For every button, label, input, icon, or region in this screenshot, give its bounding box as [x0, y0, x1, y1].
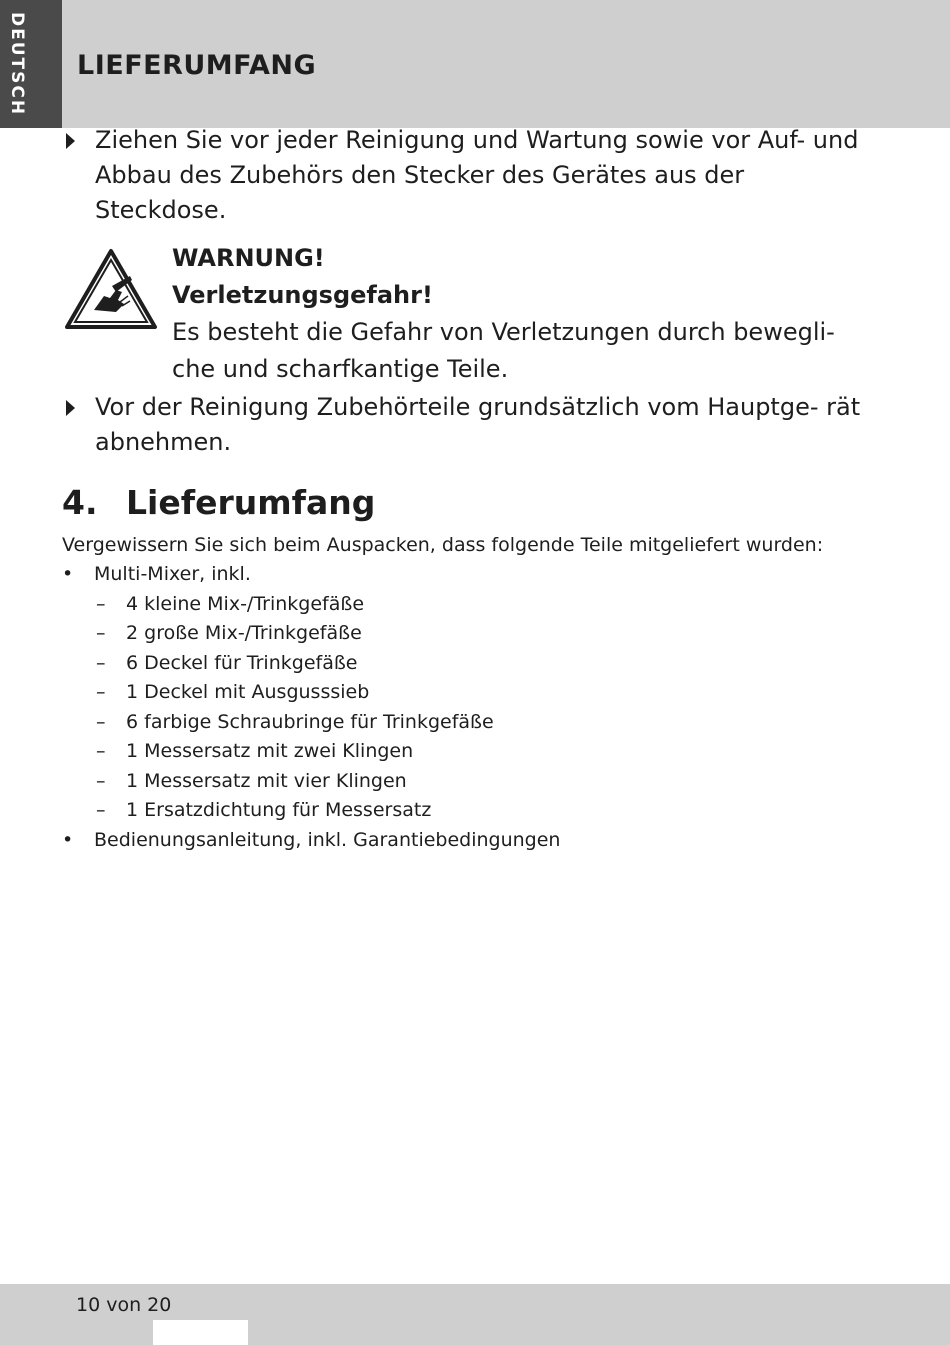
warning-heading: WARNUNG! — [172, 244, 325, 272]
list-item: • Bedienungsanleitung, inkl. Garantiebedingungen — [62, 828, 561, 851]
section-number: 4. — [62, 483, 98, 522]
instruction-bullet — [62, 390, 862, 460]
contents-list — [62, 560, 882, 855]
language-tab-label: DEUTSCH — [7, 12, 27, 117]
list-item: – 1 Messersatz mit vier Klingen — [96, 769, 407, 792]
page-footer — [0, 1284, 950, 1345]
language-tab — [0, 0, 62, 128]
list-item: • Multi-Mixer, inkl. — [62, 563, 251, 585]
list-item: – 6 Deckel für Trinkgefäße — [96, 651, 358, 674]
arrow-bullet-icon — [66, 400, 75, 416]
page-number: 10 von 20 — [76, 1294, 172, 1316]
cut-hazard-warning-icon — [64, 248, 158, 330]
section-intro: Vergewissern Sie sich beim Auspacken, dass folgende Teile mitgeliefert wurden: — [62, 534, 824, 556]
instruction-text: Vor der Reinigung Zubehörteile grundsätzlich vom Hauptge- rät abnehmen. — [95, 393, 861, 456]
instruction-text: Ziehen Sie vor jeder Reinigung und Wartung sowie vor Auf- und Abbau des Zubehörs den Stecker des Gerätes aus der Steckdose. — [95, 126, 859, 224]
list-item: – 1 Messersatz mit zwei Klingen — [96, 740, 414, 762]
list-item: – 1 Deckel mit Ausgusssieb — [96, 681, 370, 703]
section-heading — [62, 483, 375, 522]
footer-marker-bar — [153, 1320, 248, 1345]
section-title: Lieferumfang — [126, 483, 376, 522]
list-item: – 4 kleine Mix-/Trinkgefäße — [96, 592, 365, 615]
warning-block — [172, 240, 862, 388]
list-item: – 6 farbige Schraubringe für Trinkgefäße — [96, 710, 494, 733]
warning-subheading: Verletzungsgefahr! — [172, 281, 433, 309]
list-item: – 1 Ersatzdichtung für Messersatz — [96, 799, 432, 821]
instruction-bullet — [62, 123, 862, 228]
page-title: LIEFERUMFANG — [77, 50, 317, 81]
list-item: – 2 große Mix-/Trinkgefäße — [96, 622, 362, 644]
warning-text: Es besteht die Gefahr von Verletzungen durch bewegli- che und scharfkantige Teile. — [172, 318, 835, 383]
arrow-bullet-icon — [66, 133, 75, 149]
page-header — [62, 0, 950, 128]
